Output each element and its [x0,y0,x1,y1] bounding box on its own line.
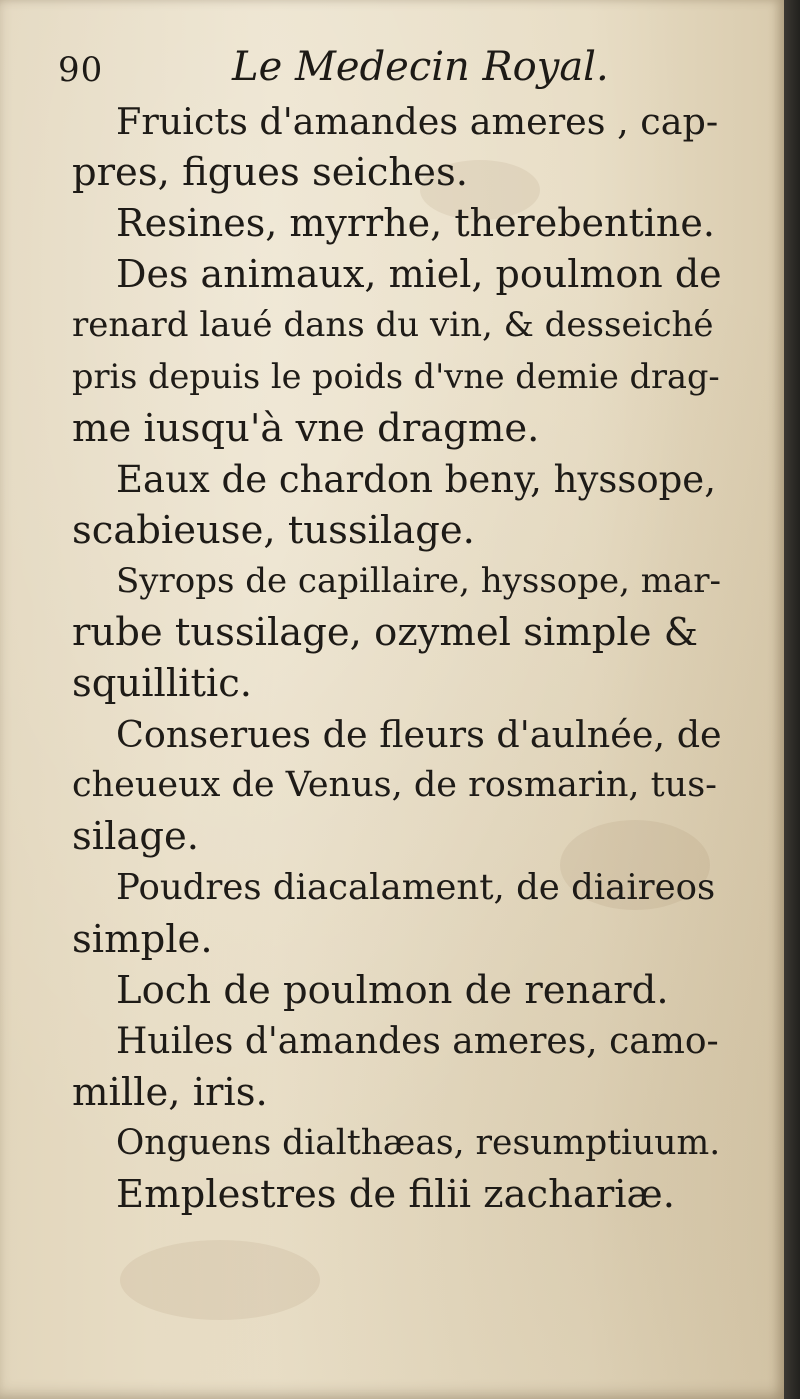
text-line: Conserues de fleurs d'aulnée, de [116,713,722,757]
text-line: mille, iris. [72,1069,268,1115]
text-line: Loch de poulmon de renard. [116,967,669,1013]
text-line: Eaux de chardon beny, hyssope, [116,457,716,501]
text-line: Onguens dialthæas, resumptiuum. [116,1122,721,1163]
text-line: simple. [72,916,213,962]
text-line: Syrops de capillaire, hyssope, mar- [116,560,721,601]
page-header [0,44,784,94]
text-line: rube tussilage, ozymel simple & [72,609,699,655]
text-line: pris depuis le poids d'vne demie drag- [72,357,720,397]
page-edge [784,0,800,1399]
running-title: Le Medecin Royal. [232,44,609,90]
text-line: Poudres diacalament, de diaireos [116,867,716,909]
text-line: Fruicts d'amandes ameres , cap- [116,100,719,143]
text-line: Huiles d'amandes ameres, camo- [116,1020,719,1062]
text-line: silage. [72,814,200,860]
body-text [72,96,722,1220]
paper-stain [120,1240,320,1320]
text-line: scabieuse, tussilage. [72,507,475,553]
page-number: 90 [58,50,104,90]
text-line: squillitic. [72,661,253,707]
text-line: renard laué dans du vin, & desseiché [72,305,714,346]
text-line: Resines, myrrhe, therebentine. [116,201,715,246]
text-line: me iusqu'à vne dragme. [72,405,540,451]
text-line: cheueux de Venus, de rosmarin, tus- [72,765,718,806]
text-line: Des animaux, miel, poulmon de [116,252,722,297]
text-line: pres, figues seiches. [72,150,468,196]
text-line: Emplestres de filii zachariæ. [116,1171,675,1217]
